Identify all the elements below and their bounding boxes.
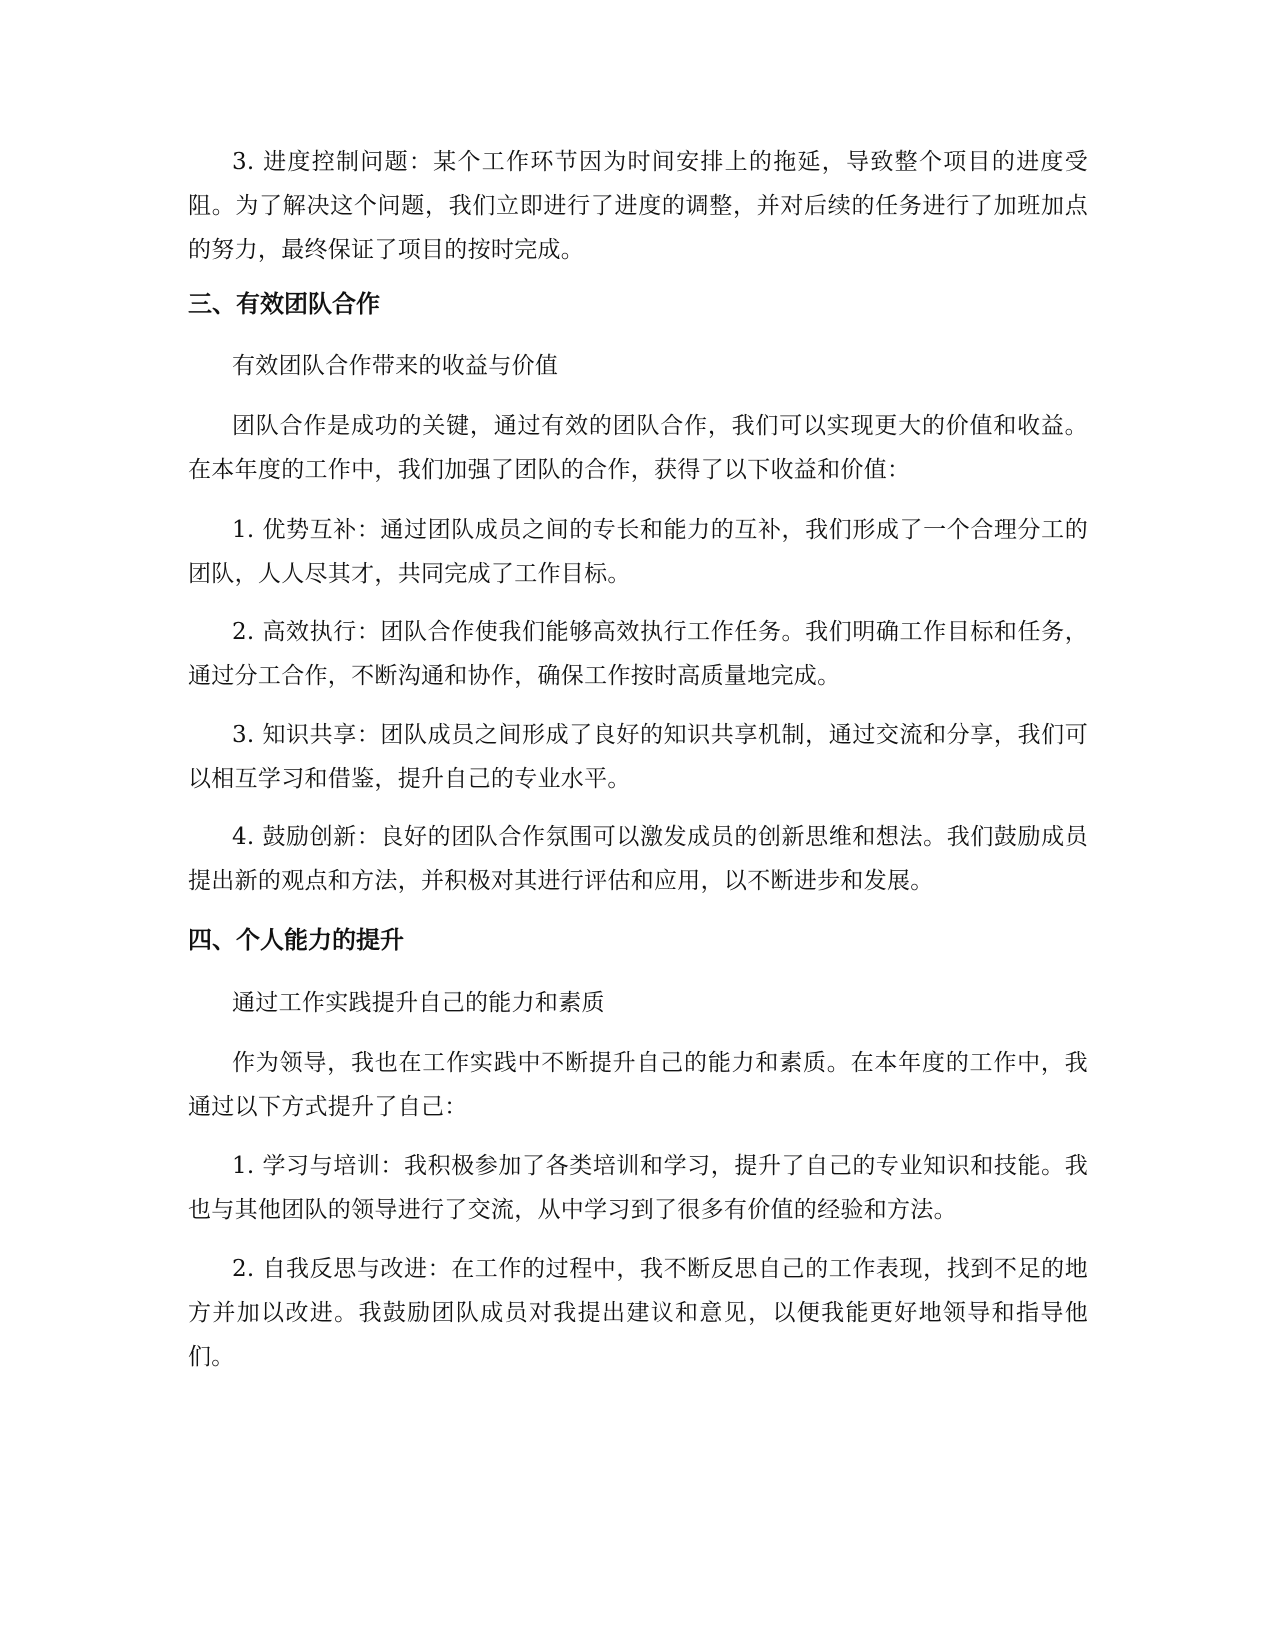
section-heading-team-cooperation: 三、有效团队合作 <box>188 290 380 318</box>
paragraph-team-item-4: 4. 鼓励创新：良好的团队合作氛围可以激发成员的创新思维和想法。我们鼓励成员提出新的观点和方法，并积极对其进行评估和应用，以不断进步和发展。 <box>188 824 1088 894</box>
paragraph-growth-item-2: 2. 自我反思与改进：在工作的过程中，我不断反思自己的工作表现，找到不足的地方并加以改进。我鼓励团队成员对我提出建议和意见，以便我能更好地领导和指导他们。 <box>188 1256 1088 1370</box>
paragraph-growth-intro: 作为领导，我也在工作实践中不断提升自己的能力和素质。在本年度的工作中，我通过以下方式提升了自己： <box>188 1050 1088 1120</box>
paragraph-progress-control: 3. 进度控制问题：某个工作环节因为时间安排上的拖延，导致整个项目的进度受阻。为了解决这个问题，我们立即进行了进度的调整，并对后续的任务进行了加班加点的努力，最终保证了项目的按时完成。 <box>188 149 1088 263</box>
paragraph-team-subtitle: 有效团队合作带来的收益与价值 <box>232 353 559 379</box>
paragraph-growth-item-1: 1. 学习与培训：我积极参加了各类培训和学习，提升了自己的专业知识和技能。我也与其他团队的领导进行了交流，从中学习到了很多有价值的经验和方法。 <box>188 1153 1088 1223</box>
paragraph-team-intro: 团队合作是成功的关键，通过有效的团队合作，我们可以实现更大的价值和收益。在本年度的工作中，我们加强了团队的合作，获得了以下收益和价值： <box>188 413 1088 483</box>
paragraph-team-item-3: 3. 知识共享：团队成员之间形成了良好的知识共享机制，通过交流和分享，我们可以相互学习和借鉴，提升自己的专业水平。 <box>188 722 1088 792</box>
paragraph-team-item-2: 2. 高效执行：团队合作使我们能够高效执行工作任务。我们明确工作目标和任务，通过分工合作，不断沟通和协作，确保工作按时高质量地完成。 <box>188 619 1088 689</box>
paragraph-growth-subtitle: 通过工作实践提升自己的能力和素质 <box>232 990 605 1016</box>
paragraph-team-item-1: 1. 优势互补：通过团队成员之间的专长和能力的互补，我们形成了一个合理分工的团队，人人尽其才，共同完成了工作目标。 <box>188 517 1088 587</box>
section-heading-personal-growth: 四、个人能力的提升 <box>188 926 404 954</box>
